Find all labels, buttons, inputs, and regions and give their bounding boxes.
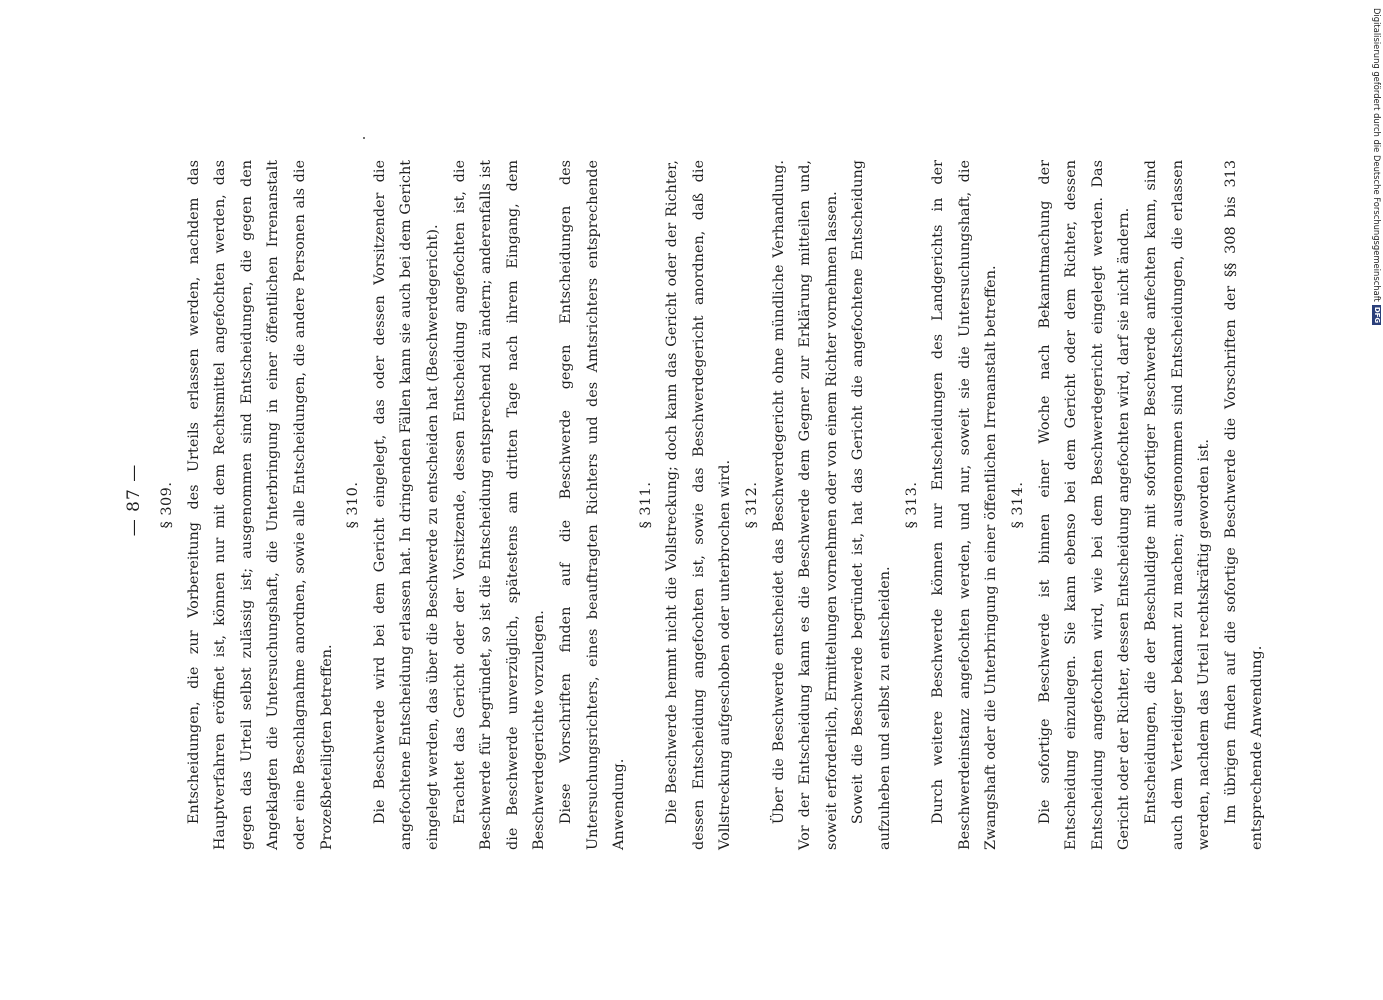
section-paragraph: Die Beschwerde hemmt nicht die Vollstreckung; doch kann das Gericht oder der Richter, dessen Entscheidung angefochten ist, sowie das Beschwerdegericht anordnen, daß die Vollstreckung aufgeschoben oder unterbrochen wird. xyxy=(664,160,734,850)
section-heading: § 310. xyxy=(345,481,362,529)
section-heading: § 311. xyxy=(637,481,654,529)
section-paragraph: Über die Beschwerde entscheidet das Beschwerdegericht ohne mündliche Verhandlung. Vor der Entscheidung kann es die Beschwerde dem Gegner zur Erklärung mitteilen und, soweit erforderlich, Ermittelungen vornehmen oder von einem Richter vornehmen lassen. xyxy=(770,160,840,850)
section-312 xyxy=(739,160,899,850)
page-body xyxy=(154,160,1271,850)
section-heading: § 309. xyxy=(159,481,175,529)
section-heading: § 314. xyxy=(1010,481,1026,529)
section-310 xyxy=(340,160,633,850)
section-paragraph: Diese Vorschriften finden auf die Beschwerde gegen Entscheidungen des Untersuchungsrichters, eines beauftragten Richters und des Amtsrichters entsprechende Anwendung. xyxy=(557,160,628,850)
section-paragraph: Erachtet das Gericht oder der Vorsitzende, dessen Entscheidung angefochten ist, die Beschwerde für begründet, so ist die Entscheidung entsprechend zu ändern; anderenfalls ist die Beschwerde unverzüglich, spätestens am dritten Tage nach ihrem Eingang, dem Beschwerdegerichte vorzulegen. xyxy=(451,160,548,850)
page-number: — 87 — xyxy=(124,463,144,537)
section-heading: § 313. xyxy=(903,481,920,529)
section-313 xyxy=(899,160,1005,850)
section-paragraph: Entscheidungen, die zur Vorbereitung des Urteils erlassen werden, nachdem das Hauptverfahren eröffnet ist, können nur mit dem Rechtsmittel angefochten werden, das gegen das Urteil selbst zulässig ist; ausgenommen sind Entscheidungen, die gegen den Angeklagten die Untersuchungshaft, die Unterbringung in einer öffentlichen Irrenanstalt oder eine Beschlagnahme anordnen, sowie alle Entscheidungen, die andere Personen als die Prozeßbeteiligten betreffen. xyxy=(185,160,335,850)
section-311 xyxy=(633,160,739,850)
section-paragraph: Im übrigen finden auf die sofortige Beschwerde die Vorschriften der §§ 308 bis 313 entsprechende Anwendung. xyxy=(1222,160,1266,850)
section-heading: § 312. xyxy=(744,481,761,529)
funding-note xyxy=(1372,8,1382,992)
scan-speck xyxy=(363,137,365,139)
dfg-logo-icon: DFG xyxy=(1373,306,1382,324)
section-paragraph: Durch weitere Beschwerde können nur Entscheidungen des Landgerichts in der Beschwerdeinstanz angefochten werden, und nur, soweit sie die Untersuchungshaft, die Zwangshaft oder die Unterbringung in einer öffentlichen Irrenanstalt betreffen. xyxy=(930,160,1000,850)
section-309 xyxy=(154,160,340,850)
section-paragraph: Die Beschwerde wird bei dem Gericht eingelegt, das oder dessen Vorsitzender die angefochtene Entscheidung erlassen hat. In dringenden Fällen kann sie auch bei dem Gericht eingelegt werden, das über die Beschwerde zu entscheiden hat (Beschwerdegericht). xyxy=(371,160,441,850)
funding-note-text: Digitalisierung gefördert durch die Deutsche Forschungsgemeinschaft xyxy=(1372,8,1382,302)
section-paragraph: Entscheidungen, die der Beschuldigte mit sofortiger Beschwerde anfechten kann, sind auch dem Verteidiger bekannt zu machen; ausgenommen sind Entscheidungen, die erlassen werden, nachdem das Urteil rechtskräftig geworden ist. xyxy=(1142,160,1213,850)
section-314 xyxy=(1005,160,1271,850)
section-paragraph: Soweit die Beschwerde begründet ist, hat das Gericht die angefochtene Entscheidung aufzuheben und selbst zu entscheiden. xyxy=(850,160,894,850)
rotated-text-block xyxy=(124,0,1278,1000)
funding-note-rotated xyxy=(1372,8,1382,992)
section-paragraph: Die sofortige Beschwerde ist binnen einer Woche nach Bekanntmachung der Entscheidung einzulegen. Sie kann ebenso bei dem Gericht oder dem Richter, dessen Entscheidung angefochten wird, wie bei dem Beschwerdegericht eingelegt werden. Das Gericht oder der Richter, dessen Entscheidung angefochten wird, darf sie nicht ändern. xyxy=(1036,160,1133,850)
